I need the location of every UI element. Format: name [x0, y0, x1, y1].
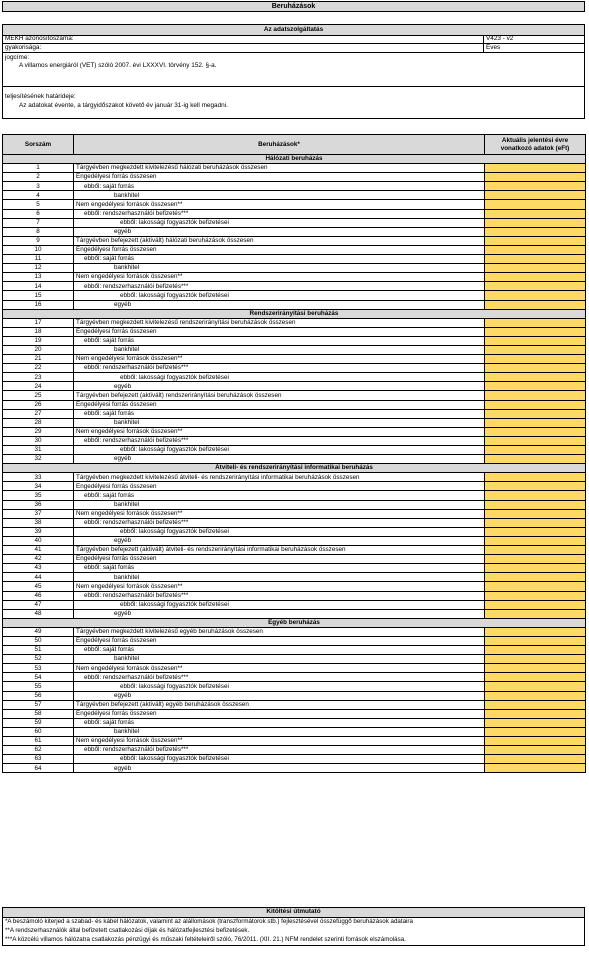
row-description: bankhitel: [74, 655, 485, 664]
table-row: [3, 582, 586, 591]
table-row: [3, 345, 586, 354]
value-input-cell[interactable]: [485, 345, 586, 354]
table-row: [3, 200, 586, 209]
col-header-value: Aktuális jelentési évre vonatkozó adatok (eFt): [485, 135, 586, 155]
table-row: [3, 436, 586, 445]
value-input-cell[interactable]: [485, 391, 586, 400]
row-description: ebből: rendszerhasználói befizetés***: [74, 436, 485, 445]
deadline-text: Az adatokat évente, a tárgyidőszakot követő év január 31-ig kell megadni.: [19, 102, 228, 109]
row-description: egyéb: [74, 300, 485, 309]
value-input-cell[interactable]: [485, 355, 586, 364]
section-title: Átviteli- és rendszerirányítási informatikai beruházás: [3, 464, 586, 473]
row-description: bankhitel: [74, 345, 485, 354]
row-description: Engedélyesi forrás összesen: [74, 173, 485, 182]
row-description: Engedélyesi forrás összesen: [74, 327, 485, 336]
section-header-row: [3, 464, 586, 473]
row-description: Nem engedélyesi források összesen**: [74, 355, 485, 364]
row-number: 55: [3, 682, 74, 691]
table-row: [3, 455, 586, 464]
row-description: Tárgyévben megkezdett kivitelezésű rendszerirányítási beruházások összesen: [74, 318, 485, 327]
table-row: [3, 564, 586, 573]
row-description: bankhitel: [74, 573, 485, 582]
table-row: [3, 700, 586, 709]
table-row: [3, 636, 586, 645]
row-number: 46: [3, 591, 74, 600]
row-number: 35: [3, 491, 74, 500]
row-description: Nem engedélyesi források összesen**: [74, 200, 485, 209]
row-description: ebből: lakossági fogyasztók befizetései: [74, 682, 485, 691]
table-row: [3, 682, 586, 691]
row-number: 20: [3, 345, 74, 354]
value-input-cell[interactable]: [485, 591, 586, 600]
section-header-row: [3, 155, 586, 164]
table-row: [3, 709, 586, 718]
row-number: 54: [3, 673, 74, 682]
row-number: 50: [3, 636, 74, 645]
table-row: [3, 191, 586, 200]
row-number: 29: [3, 427, 74, 436]
row-description: Tárgyévben befejezett (aktivált) rendszerirányítási beruházások összesen: [74, 391, 485, 400]
row-description: Engedélyesi forrás összesen: [74, 555, 485, 564]
table-row: [3, 236, 586, 245]
row-description: ebből: rendszerhasználói befizetés***: [74, 591, 485, 600]
table-row: [3, 546, 586, 555]
value-input-cell[interactable]: [485, 282, 586, 291]
row-description: Tárgyévben befejezett (aktivált) hálózati beruházások összesen: [74, 236, 485, 245]
row-description: Engedélyesi forrás összesen: [74, 482, 485, 491]
table-row: [3, 673, 586, 682]
row-number: 1: [3, 164, 74, 173]
table-row: [3, 300, 586, 309]
row-number: 11: [3, 255, 74, 264]
value-input-cell[interactable]: [485, 209, 586, 218]
value-input-cell[interactable]: [485, 718, 586, 727]
instructions-title: Kitöltési útmutató: [3, 908, 584, 918]
row-description: ebből: rendszerhasználói befizetés***: [74, 364, 485, 373]
table-row: [3, 327, 586, 336]
row-number: 52: [3, 655, 74, 664]
legal-label: jogcíme:: [5, 54, 30, 61]
row-description: ebből: saját forrás: [74, 491, 485, 500]
section-title: Rendszerirányítási beruházás: [3, 309, 586, 318]
row-number: 41: [3, 546, 74, 555]
value-input-cell[interactable]: [485, 436, 586, 445]
value-input-cell[interactable]: [485, 636, 586, 645]
row-number: 5: [3, 200, 74, 209]
row-number: 44: [3, 573, 74, 582]
value-input-cell[interactable]: [485, 536, 586, 545]
table-row: [3, 382, 586, 391]
value-input-cell[interactable]: [485, 709, 586, 718]
value-input-cell[interactable]: [485, 236, 586, 245]
row-description: Engedélyesi forrás összesen: [74, 709, 485, 718]
value-input-cell[interactable]: [485, 746, 586, 755]
section-header-row: [3, 618, 586, 627]
value-input-cell[interactable]: [485, 764, 586, 773]
table-row: [3, 218, 586, 227]
info-header: Az adatszolgáltatás: [3, 25, 584, 36]
table-row: [3, 536, 586, 545]
value-input-cell[interactable]: [485, 691, 586, 700]
value-input-cell[interactable]: [485, 245, 586, 254]
value-input-cell[interactable]: [485, 218, 586, 227]
value-input-cell[interactable]: [485, 627, 586, 636]
section-title: Hálózati beruházás: [3, 155, 586, 164]
value-input-cell[interactable]: [485, 164, 586, 173]
value-input-cell[interactable]: [485, 191, 586, 200]
value-input-cell[interactable]: [485, 327, 586, 336]
row-description: ebből: lakossági fogyasztók befizetései: [74, 373, 485, 382]
row-description: ebből: lakossági fogyasztók befizetései: [74, 446, 485, 455]
value-input-cell[interactable]: [485, 755, 586, 764]
row-description: bankhitel: [74, 500, 485, 509]
row-description: bankhitel: [74, 191, 485, 200]
value-input-cell[interactable]: [485, 555, 586, 564]
value-input-cell[interactable]: [485, 427, 586, 436]
table-row: [3, 318, 586, 327]
row-number: 53: [3, 664, 74, 673]
row-description: Tárgyévben megkezdett kivitelezésű hálózati beruházások összesen: [74, 164, 485, 173]
table-row: [3, 491, 586, 500]
table-row: [3, 182, 586, 191]
deadline-label: teljesítésének határideje:: [5, 93, 76, 100]
value-input-cell[interactable]: [485, 291, 586, 300]
table-row: [3, 691, 586, 700]
table-row: [3, 500, 586, 509]
row-number: 61: [3, 737, 74, 746]
mekh-label: MEKH azonosítószáma:: [5, 35, 74, 42]
value-input-cell[interactable]: [485, 273, 586, 282]
row-number: 12: [3, 264, 74, 273]
value-input-cell[interactable]: [485, 255, 586, 264]
row-description: bankhitel: [74, 727, 485, 736]
row-number: 19: [3, 336, 74, 345]
value-input-cell[interactable]: [485, 737, 586, 746]
row-number: 58: [3, 709, 74, 718]
row-description: Tárgyévben megkezdett kivitelezésű egyéb beruházások összesen: [74, 627, 485, 636]
table-row: [3, 627, 586, 636]
row-number: 45: [3, 582, 74, 591]
row-description: egyéb: [74, 536, 485, 545]
row-description: Engedélyesi forrás összesen: [74, 400, 485, 409]
row-description: ebből: saját forrás: [74, 646, 485, 655]
table-row: [3, 391, 586, 400]
row-description: ebből: lakossági fogyasztók befizetései: [74, 218, 485, 227]
value-input-cell[interactable]: [485, 700, 586, 709]
row-description: egyéb: [74, 691, 485, 700]
table-row: [3, 427, 586, 436]
row-description: ebből: lakossági fogyasztók befizetései: [74, 600, 485, 609]
table-row: [3, 473, 586, 482]
row-number: 37: [3, 509, 74, 518]
value-input-cell[interactable]: [485, 509, 586, 518]
row-description: ebből: rendszerhasználói befizetés***: [74, 746, 485, 755]
frequency-row: [3, 44, 584, 53]
value-input-cell[interactable]: [485, 182, 586, 191]
value-input-cell[interactable]: [485, 727, 586, 736]
value-input-cell[interactable]: [485, 518, 586, 527]
table-row: [3, 164, 586, 173]
row-number: 2: [3, 173, 74, 182]
value-input-cell[interactable]: [485, 264, 586, 273]
table-row: [3, 364, 586, 373]
row-description: egyéb: [74, 764, 485, 773]
row-description: ebből: saját forrás: [74, 182, 485, 191]
value-input-cell[interactable]: [485, 364, 586, 373]
value-input-cell[interactable]: [485, 455, 586, 464]
value-input-cell[interactable]: [485, 227, 586, 236]
instruction-line-3: ***A közcélú villamos hálózatra csatlakozás pénzügyi és műszaki feltételeiről szóló, 76/2011. (XII. 21.) NFM rendelet szerinti források elszámolása.: [5, 936, 406, 943]
row-description: ebből: saját forrás: [74, 255, 485, 264]
table-row: [3, 245, 586, 254]
row-description: bankhitel: [74, 418, 485, 427]
table-row: [3, 482, 586, 491]
row-description: ebből: saját forrás: [74, 718, 485, 727]
value-input-cell[interactable]: [485, 646, 586, 655]
value-input-cell[interactable]: [485, 609, 586, 618]
row-number: 40: [3, 536, 74, 545]
page-title: Beruházások: [2, 1, 585, 12]
row-description: Nem engedélyesi források összesen**: [74, 664, 485, 673]
frequency-value: Éves: [483, 44, 582, 52]
frequency-label: gyakorisága:: [5, 44, 42, 51]
instructions-box: [2, 907, 585, 946]
row-number: 56: [3, 691, 74, 700]
table-row: [3, 446, 586, 455]
value-input-cell[interactable]: [485, 673, 586, 682]
row-number: 49: [3, 627, 74, 636]
row-number: 25: [3, 391, 74, 400]
table-body: [3, 155, 586, 773]
value-input-cell[interactable]: [485, 600, 586, 609]
row-number: 24: [3, 382, 74, 391]
value-input-cell[interactable]: [485, 582, 586, 591]
row-number: 21: [3, 355, 74, 364]
row-description: egyéb: [74, 609, 485, 618]
value-input-cell[interactable]: [485, 373, 586, 382]
info-box: [2, 24, 585, 119]
row-number: 6: [3, 209, 74, 218]
value-input-cell[interactable]: [485, 336, 586, 345]
row-number: 10: [3, 245, 74, 254]
row-number: 16: [3, 300, 74, 309]
row-description: egyéb: [74, 382, 485, 391]
table-row: [3, 336, 586, 345]
row-number: 28: [3, 418, 74, 427]
row-number: 23: [3, 373, 74, 382]
value-input-cell[interactable]: [485, 173, 586, 182]
row-description: Nem engedélyesi források összesen**: [74, 273, 485, 282]
row-description: ebből: rendszerhasználói befizetés***: [74, 518, 485, 527]
table-row: [3, 591, 586, 600]
investments-table-wrap: [2, 134, 585, 773]
row-number: 7: [3, 218, 74, 227]
mekh-row: [3, 35, 584, 44]
row-description: ebből: saját forrás: [74, 409, 485, 418]
table-row: [3, 555, 586, 564]
instruction-line-1: *A beszámoló kiterjed a szabad- és kábel hálózatok, valamint az alállomások (transzformátorok stb.) fejlesztésével összefüggő beruházások adataira: [5, 918, 413, 925]
table-row: [3, 737, 586, 746]
row-description: Engedélyesi forrás összesen: [74, 636, 485, 645]
row-description: egyéb: [74, 455, 485, 464]
row-description: Tárgyévben befejezett (aktivált) átviteli- és rendszerirányítási informatikai beruházások összesen: [74, 546, 485, 555]
row-number: 59: [3, 718, 74, 727]
row-description: ebből: saját forrás: [74, 564, 485, 573]
table-row: [3, 718, 586, 727]
table-row: [3, 409, 586, 418]
row-number: 8: [3, 227, 74, 236]
row-number: 4: [3, 191, 74, 200]
row-description: ebből: lakossági fogyasztók befizetései: [74, 755, 485, 764]
row-number: 3: [3, 182, 74, 191]
table-row: [3, 227, 586, 236]
value-input-cell[interactable]: [485, 318, 586, 327]
row-number: 9: [3, 236, 74, 245]
row-description: ebből: lakossági fogyasztók befizetései: [74, 291, 485, 300]
table-row: [3, 727, 586, 736]
row-number: 51: [3, 646, 74, 655]
value-input-cell[interactable]: [485, 682, 586, 691]
table-header-row: [3, 135, 586, 155]
row-description: ebből: rendszerhasználói befizetés***: [74, 673, 485, 682]
table-row: [3, 509, 586, 518]
value-input-cell[interactable]: [485, 300, 586, 309]
row-number: 31: [3, 446, 74, 455]
table-row: [3, 764, 586, 773]
value-input-cell[interactable]: [485, 491, 586, 500]
table-row: [3, 264, 586, 273]
col-header-number: Sorszám: [3, 135, 74, 155]
row-description: ebből: rendszerhasználói befizetés***: [74, 282, 485, 291]
value-input-cell[interactable]: [485, 482, 586, 491]
row-number: 36: [3, 500, 74, 509]
row-number: 27: [3, 409, 74, 418]
row-number: 13: [3, 273, 74, 282]
value-input-cell[interactable]: [485, 382, 586, 391]
table-row: [3, 282, 586, 291]
row-number: 14: [3, 282, 74, 291]
value-input-cell[interactable]: [485, 400, 586, 409]
row-number: 22: [3, 364, 74, 373]
section-header-row: [3, 309, 586, 318]
info-divider: [3, 86, 584, 87]
value-input-cell[interactable]: [485, 546, 586, 555]
table-row: [3, 418, 586, 427]
table-row: [3, 355, 586, 364]
table-row: [3, 209, 586, 218]
row-description: bankhitel: [74, 264, 485, 273]
table-row: [3, 373, 586, 382]
table-row: [3, 255, 586, 264]
table-row: [3, 273, 586, 282]
row-number: 26: [3, 400, 74, 409]
table-row: [3, 527, 586, 536]
row-number: 38: [3, 518, 74, 527]
row-number: 63: [3, 755, 74, 764]
table-row: [3, 746, 586, 755]
row-number: 48: [3, 609, 74, 618]
row-description: Nem engedélyesi források összesen**: [74, 509, 485, 518]
row-number: 47: [3, 600, 74, 609]
row-description: Tárgyévben megkezdett kivitelezésű átviteli- és rendszerirányítási informatikai beruházások összesen: [74, 473, 485, 482]
value-input-cell[interactable]: [485, 500, 586, 509]
row-description: ebből: rendszerhasználói befizetés***: [74, 209, 485, 218]
col-header-description: Beruházások*: [74, 135, 485, 155]
row-description: ebből: saját forrás: [74, 336, 485, 345]
row-number: 62: [3, 746, 74, 755]
row-description: Engedélyesi forrás összesen: [74, 245, 485, 254]
table-row: [3, 400, 586, 409]
row-description: Nem engedélyesi források összesen**: [74, 582, 485, 591]
value-input-cell[interactable]: [485, 564, 586, 573]
value-input-cell[interactable]: [485, 473, 586, 482]
legal-text: A villamos energiáról (VET) szóló 2007. évi LXXXVI. törvény 152. §-a.: [19, 62, 217, 69]
table-row: [3, 573, 586, 582]
value-input-cell[interactable]: [485, 527, 586, 536]
row-number: 42: [3, 555, 74, 564]
row-description: Nem engedélyesi források összesen**: [74, 737, 485, 746]
table-row: [3, 755, 586, 764]
table-row: [3, 609, 586, 618]
table-row: [3, 646, 586, 655]
value-input-cell[interactable]: [485, 418, 586, 427]
mekh-value: V423 - v2: [483, 35, 582, 43]
row-number: 60: [3, 727, 74, 736]
row-number: 32: [3, 455, 74, 464]
section-title: Egyéb beruházás: [3, 618, 586, 627]
row-number: 43: [3, 564, 74, 573]
row-number: 17: [3, 318, 74, 327]
table-row: [3, 518, 586, 527]
value-input-cell[interactable]: [485, 655, 586, 664]
table-row: [3, 655, 586, 664]
row-number: 30: [3, 436, 74, 445]
row-number: 39: [3, 527, 74, 536]
row-description: egyéb: [74, 227, 485, 236]
row-number: 34: [3, 482, 74, 491]
row-number: 57: [3, 700, 74, 709]
table-row: [3, 600, 586, 609]
row-description: Tárgyévben befejezett (aktivált) egyéb beruházások összesen: [74, 700, 485, 709]
value-input-cell[interactable]: [485, 573, 586, 582]
value-input-cell[interactable]: [485, 409, 586, 418]
row-number: 64: [3, 764, 74, 773]
value-input-cell[interactable]: [485, 200, 586, 209]
row-description: Nem engedélyesi források összesen**: [74, 427, 485, 436]
row-number: 18: [3, 327, 74, 336]
row-number: 33: [3, 473, 74, 482]
value-input-cell[interactable]: [485, 664, 586, 673]
value-input-cell[interactable]: [485, 446, 586, 455]
table-row: [3, 173, 586, 182]
instruction-line-2: **A rendszerhasználók által befizetett csatlakozási díjak és hálózatfejlesztési befizetések.: [5, 927, 250, 934]
row-number: 15: [3, 291, 74, 300]
investments-table: [2, 134, 586, 773]
table-row: [3, 664, 586, 673]
table-row: [3, 291, 586, 300]
row-description: ebből: lakossági fogyasztók befizetései: [74, 527, 485, 536]
